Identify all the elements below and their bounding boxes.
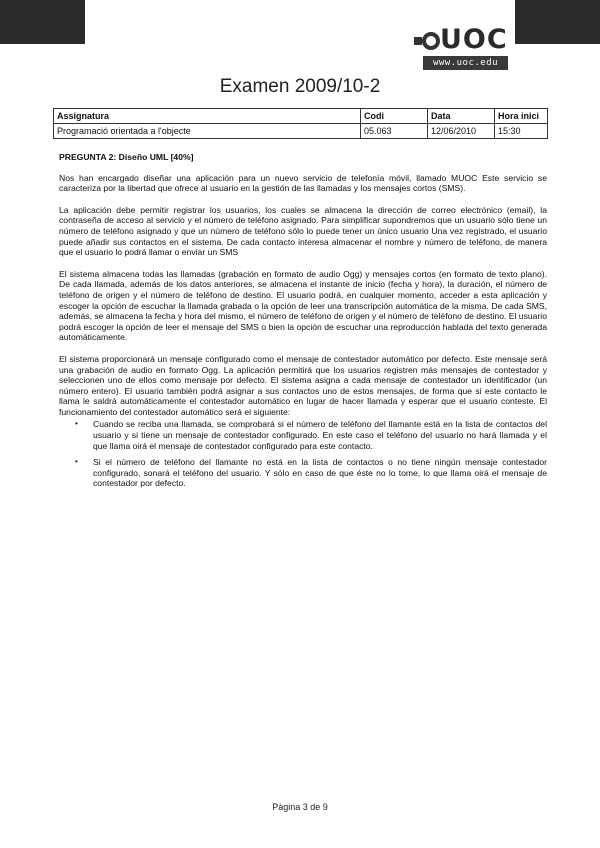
table-cell: 15:30 (495, 124, 548, 139)
logo-mark-icon (414, 30, 436, 52)
bullet-list (59, 419, 547, 489)
uoc-logo (414, 26, 508, 72)
table-cell: Programació orientada a l'objecte (54, 124, 361, 139)
question-title: PREGUNTA 2: Diseño UML [40%] (59, 152, 194, 162)
header-cell: Codi (361, 109, 428, 124)
page-number: Pàgina 3 de 9 (272, 802, 328, 812)
logo-text: UOC (440, 24, 508, 55)
paragraph: La aplicación debe permitir registrar los usuarios, los cuales se almacena la dirección de correo electrónico (email), la contraseña de acceso al servicio y el número de teléfono asignado. Para simplificar supondremos que un usuario sólo tiene un número de teléfono asignado y que un número de teléfono sólo lo puede tener un único usuario Una vez registrado, el usuario puede añadir sus contactos en el sistema. De cada contacto interesa almacenar el nombre y número de teléfono, de manera que el usuario lo podrá llamar o enviar un SMS (59, 204, 547, 258)
paragraph: El sistema almacena todas las llamadas (grabación en formato de audio Ogg) y mensajes cortos (en formato de texto plano). De cada llamada, además de los datos anteriores, se almacena el instante de inicio (fecha y hora), la duración, el número de teléfono de origen y el número de teléfono de destino. El usuario podrá, en cualquier momento, acceder a esta aplicación y escoger la opción de escuchar la llamada grabada o la opción de leer una transcripción automática de la misma. De cada SMS, además, se almacena la fecha y hora del mismo, el número de teléfono de origen y el número de teléfono de destino. El usuario podrá escoger la opción de leer el mensaje del SMS o bien la opción de escuchar una reproducción hablada del texto generada automáticamente. (59, 268, 547, 343)
table-cell: 12/06/2010 (428, 124, 495, 139)
corner-block-right (515, 0, 600, 44)
question-body (59, 152, 547, 495)
table-row (54, 124, 548, 139)
list-item: • Si el número de teléfono del llamante no está en la lista de contactos o no tiene ningún mensaje contestador configurado, sonará el teléfono del usuario. Y sólo en caso de que éste no lo tome, lo que llama oirá el mensaje de contestador por defecto. (93, 457, 547, 489)
table-header-row (54, 109, 548, 124)
exam-info-table (53, 108, 548, 139)
header-cell: Hora inici (495, 109, 548, 124)
paragraph: Nos han encargado diseñar una aplicación para un nuevo servicio de telefonía móvil, llamado MUOC Este servicio se caracteriza por la libertad que ofrece al usuario en la gestión de las llamadas y los mensajes cortos (SMS). (59, 172, 547, 194)
logo-url: www.uoc.edu (423, 56, 508, 70)
header-cell: Assignatura (54, 109, 361, 124)
table-cell: 05.063 (361, 124, 428, 139)
corner-block-left (0, 0, 85, 44)
list-item: • Cuando se reciba una llamada, se comprobará si el número de teléfono del llamante está en la lista de contactos del usuario y si tiene un mensaje de contestador configurado. En este caso el teléfono del usuario no hará llamada y el que llama oirá el mensaje de contestador configurado para este contacto. (93, 419, 547, 451)
paragraph: El sistema proporcionará un mensaje configurado como el mensaje de contestador automático por defecto. Este mensaje será una grabación de audio en formato Ogg. La aplicación permitirá que los usuarios registren más mensajes de contestador y seleccionen uno de ellos como mensaje por defecto. El sistema asigna a cada mensaje de contestador un identificador (un número entero). El usuario también podrá asignar a sus contactos uno de estos mensajes, de forma que si este contacto le llama le saldrá automáticamente el contestador automático en lugar de hacer llamada y esperar que el usuario conteste. El funcionamiento del contestador automático será el siguiente: (59, 353, 547, 417)
page-title: Examen 2009/10-2 (219, 76, 381, 97)
header-cell: Data (428, 109, 495, 124)
